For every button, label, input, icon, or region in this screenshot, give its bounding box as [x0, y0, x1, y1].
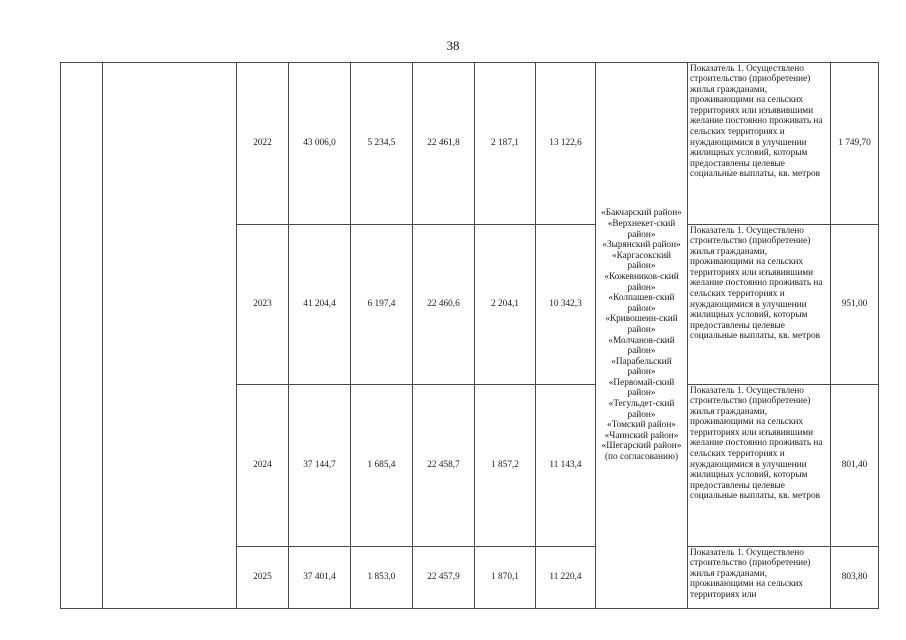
indicator-text: Показатель 1. Осуществлено строительство (приобретение) жилья гражданами, проживающими на сельских территориях или изъявившими желание постоянно проживать на сельских территориях и нуждающимися в улучшении жилищных условий, которым предоставлены целевые социальные выплаты, кв. метров — [690, 225, 823, 342]
amount-cell: 11 143,4 — [536, 385, 596, 547]
total-cell: 37 144,7 — [289, 385, 351, 547]
year-cell: 2022 — [237, 63, 289, 225]
amount-cell: 22 460,6 — [413, 225, 475, 385]
area-name: «Каргасокский район» — [611, 250, 672, 272]
indicator-text: Показатель 1. Осуществлено строительство (приобретение) жилья гражданами, проживающими на сельских территориях или изъявившими желание постоянно проживать на сельских территориях и нуждающимися в улучшении жилищных условий, которым предоставлены целевые социальные выплаты, кв. метров — [690, 385, 823, 502]
area-name: «Колпашев-ский район» — [608, 293, 675, 314]
amount-cell: 22 458,7 — [413, 385, 475, 547]
year-cell: 2023 — [237, 225, 289, 385]
municipal-areas-cell — [596, 63, 688, 609]
area-name: «Бакчарский район» — [601, 208, 682, 219]
indicator-value-cell: 801,40 — [831, 385, 879, 547]
table-row — [61, 63, 879, 225]
year-cell: 2024 — [237, 385, 289, 547]
area-name: «Парабельский район» — [611, 356, 672, 378]
amount-cell: 2 204,1 — [475, 225, 536, 385]
indicator-cell — [688, 63, 831, 225]
amount-cell: 1 870,1 — [475, 547, 536, 609]
total-cell: 37 401,4 — [289, 547, 351, 609]
amount-cell: 6 197,4 — [351, 225, 413, 385]
area-name: «Томский район» — [607, 420, 676, 431]
amount-cell: 11 220,4 — [536, 547, 596, 609]
area-name: «Шегарский район» — [601, 441, 682, 452]
amount-cell: 22 461,8 — [413, 63, 475, 225]
empty-cell — [103, 63, 237, 609]
amount-cell: 2 187,1 — [475, 63, 536, 225]
indicator-value-cell: 803,80 — [831, 547, 879, 609]
indicator-cell — [688, 225, 831, 385]
indicator-value-cell: 1 749,70 — [831, 63, 879, 225]
empty-cell — [61, 63, 103, 609]
amount-cell: 13 122,6 — [536, 63, 596, 225]
amount-cell: 10 342,3 — [536, 225, 596, 385]
amount-cell: 5 234,5 — [351, 63, 413, 225]
page-number: 38 — [446, 38, 460, 53]
budget-table — [60, 62, 879, 609]
area-name: «Тегульдет-ский район» — [608, 399, 675, 420]
total-cell: 43 006,0 — [289, 63, 351, 225]
area-name: «Молчанов-ский район» — [608, 335, 675, 357]
indicator-value-cell: 951,00 — [831, 225, 879, 385]
amount-cell: 1 857,2 — [475, 385, 536, 547]
year-cell: 2025 — [237, 547, 289, 609]
indicator-text: Показатель 1. Осуществлено строительство (приобретение) жилья гражданами, проживающими на сельских территориях или — [690, 547, 811, 600]
indicator-cell — [688, 385, 831, 547]
total-cell: 41 204,4 — [289, 225, 351, 385]
amount-cell: 1 853,0 — [351, 547, 413, 609]
amount-cell: 22 457,9 — [413, 547, 475, 609]
amount-cell: 1 685,4 — [351, 385, 413, 547]
area-note: (по согласованию) — [604, 452, 679, 463]
area-name: «Зырянский район» — [602, 240, 681, 251]
indicator-cell — [688, 547, 831, 609]
area-name: «Кривошеин-ский район» — [605, 314, 678, 335]
area-name: «Кожевников-ский район» — [604, 271, 679, 293]
area-name: «Верхнекет-ский район» — [607, 218, 676, 240]
indicator-text: Показатель 1. Осуществлено строительство (приобретение) жилья гражданами, проживающими на сельских территориях или изъявившими желание постоянно проживать на сельских территориях и нуждающимися в улучшении жилищных условий, которым предоставлены целевые социальные выплаты, кв. метров — [690, 63, 823, 180]
area-name: «Чаинский район» — [604, 430, 679, 441]
area-name: «Первомай-ский район» — [608, 377, 675, 399]
